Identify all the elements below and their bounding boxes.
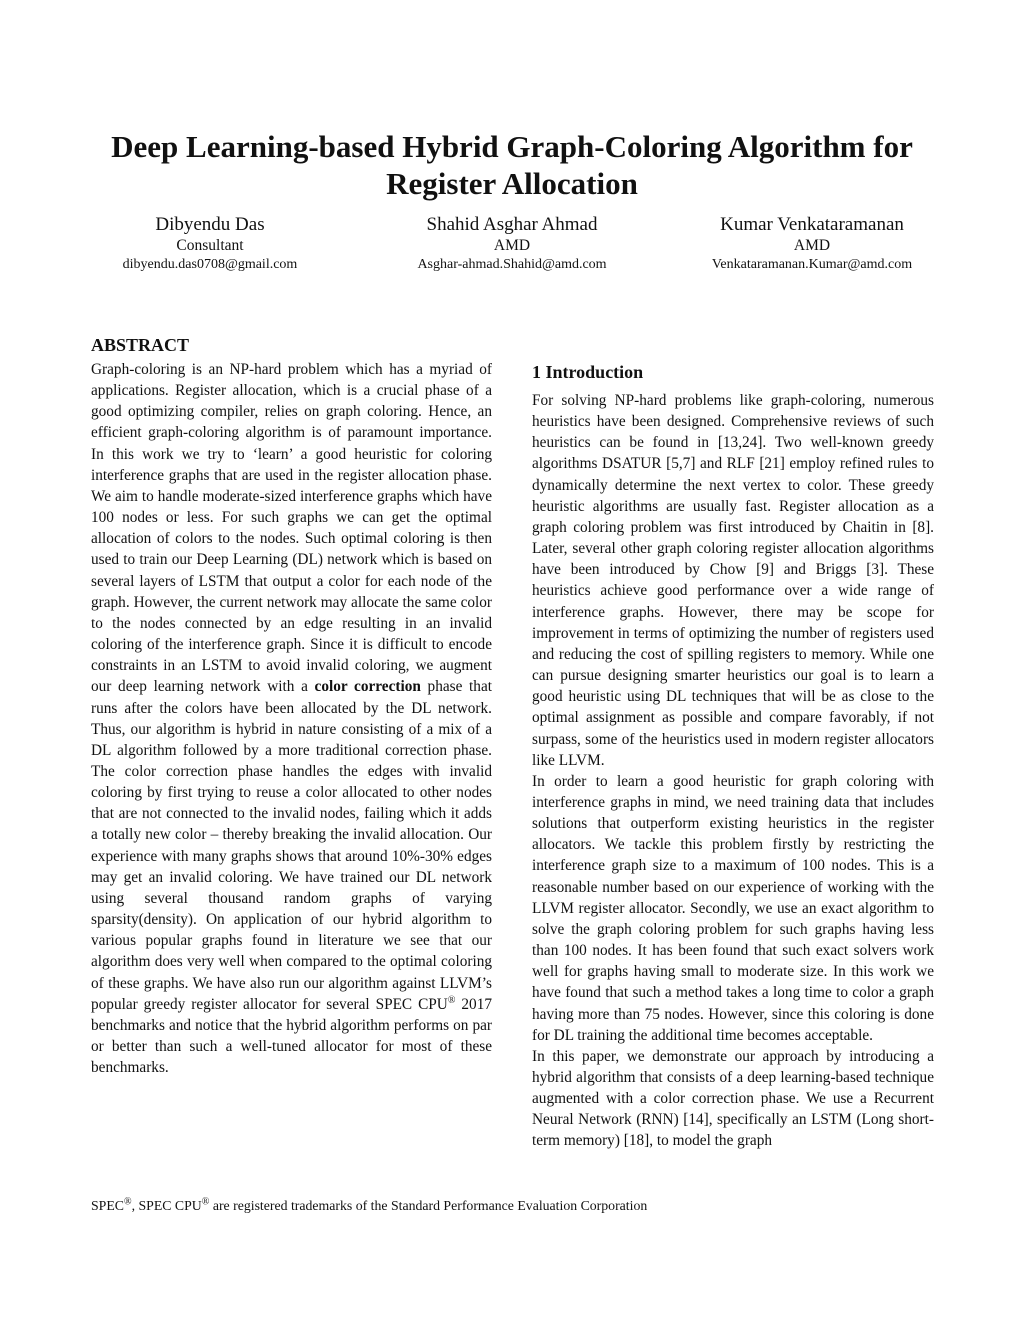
abstract-section (91, 333, 492, 1078)
footnote-part1: SPEC (91, 1198, 124, 1213)
abstract-bold-term: color correction (314, 678, 421, 696)
author-name: Shahid Asghar Ahmad (426, 214, 598, 235)
author-name: Kumar Venkataramanan (720, 214, 904, 235)
footnote-part3: are registered trademarks of the Standard Performance Evaluation Corporation (209, 1198, 648, 1213)
author-affiliation: AMD (493, 237, 531, 254)
abstract-text (91, 359, 492, 1078)
introduction-paragraph: In this paper, we demonstrate our approach by introducing a hybrid algorithm that consists of a deep learning-based technique augmented with a color correction phase. We use a Recurrent Neural Network (RNN) [14], specifically an LSTM (Long short-term memory) [18], to model the graph (532, 1047, 934, 1150)
introduction-paragraph: For solving NP-hard problems like graph-coloring, numerous heuristics have been designed. Comprehensive reviews of such heuristics can be found in [13,24]. Two well-known greedy algorithms DSATUR [5,7] and RLF [21] employ refined rules to dynamically determine the next vertex to color. These greedy heuristic algorithms are usually fast. Register allocation as a graph coloring problem was first introduced by Chaitin in [8]. Later, several other graph coloring register allocation algorithms have been introduced by Chow [9] and Briggs [3]. These heuristics achieve good performance over a wide range of interference graphs. However, there may be scope for improvement in terms of optimizing the number of registers used and reducing the cost of spilling registers to memory. While one can pursue designing smarter heuristics our goal is to learn a good heuristic using DL techniques that will be as close to the optimal assignment as possible and compare favorably, if not surpass, some of the heuristics used in modern register allocators like LLVM. (532, 392, 934, 769)
author-name: Dibyendu Das (155, 214, 265, 235)
registered-mark: ® (201, 1196, 210, 1208)
registered-mark: ® (123, 1196, 132, 1208)
author-email: dibyendu.das0708@gmail.com (122, 257, 298, 272)
introduction-paragraph: In order to learn a good heuristic for graph coloring with interference graphs in mind, we need training data that includes solutions that outperform existing heuristics in the register allocators. We tackle this problem firstly by restricting the interference graph size to a maximum of 100 nodes. This is a reasonable number based on our experience of working with the LLVM register allocator. Secondly, we use an exact algorithm to solve the graph coloring problem for such graphs having less than 100 nodes. It has been found that such exact solvers work well for graphs having small to moderate size. In this work we have found that such a method takes a long time to color a graph having more than 75 nodes. However, since this coloring is done for DL training the additional time becomes acceptable. (532, 772, 934, 1044)
paper-title: Deep Learning-based Hybrid Graph-Coloring Algorithm for Register Allocation (111, 129, 913, 201)
author-block (80, 214, 340, 274)
author-block (682, 214, 942, 274)
abstract-text-part3: 2017 benchmarks and notice that the hybrid algorithm performs on par or better than such a well-tuned allocator for most of these benchmarks. (91, 995, 492, 1077)
abstract-text-part2: phase that runs after the colors have been allocated by the DL network. Thus, our algorithm is hybrid in nature consisting of a mix of a DL algorithm followed by a more traditional correction phase. The color correction phase handles the edges with invalid coloring by first trying to reuse a color allocated to other nodes that are not connected to the invalid nodes, failing which it adds a totally new color – thereby breaking the invalid allocation. Our experience with many graphs shows that around 10%-30% edges may get an invalid coloring. We have trained our DL network using several thousand random graphs of varying sparsity(density). On application of our hybrid algorithm to various popular graphs found in literature we see that our algorithm does very well when compared to the optimal coloring of these graphs. We have also run our algorithm against LLVM’s popular greedy register allocator for several SPEC CPU (91, 678, 492, 1013)
abstract-heading: ABSTRACT (91, 335, 190, 355)
trademark-footnote (91, 1197, 647, 1215)
author-block (382, 214, 642, 274)
introduction-section (532, 360, 934, 1152)
author-email: Venkataramanan.Kumar@amd.com (711, 257, 913, 272)
introduction-heading: 1 Introduction (532, 362, 644, 382)
author-affiliation: Consultant (176, 237, 244, 254)
author-email: Asghar-ahmad.Shahid@amd.com (417, 257, 607, 272)
author-affiliation: AMD (793, 237, 831, 254)
abstract-text-part1: Graph-coloring is an NP-hard problem which has a myriad of applications. Register allocation, which is a crucial phase of a good optimizing compiler, relies on graph coloring. Hence, an efficient graph-coloring algorithm is of paramount importance. In this work we try to ‘learn’ a good heuristic for coloring interference graphs that are used in the register allocation phase. We aim to handle moderate-sized interference graphs which have 100 nodes or less. For such graphs we can get the optimal allocation of colors to the nodes. Such optimal coloring is then used to train our Deep Learning (DL) network which is based on several layers of LSTM that output a color for each node of the graph. However, the current network may allocate the same color to the nodes connected by an edge resulting in an invalid coloring of the interference graph. Since it is difficult to encode constraints in an LSTM to avoid invalid coloring, we augment our deep learning network with a (91, 361, 492, 696)
registered-mark: ® (447, 994, 456, 1006)
footnote-part2: , SPEC CPU (131, 1198, 202, 1213)
